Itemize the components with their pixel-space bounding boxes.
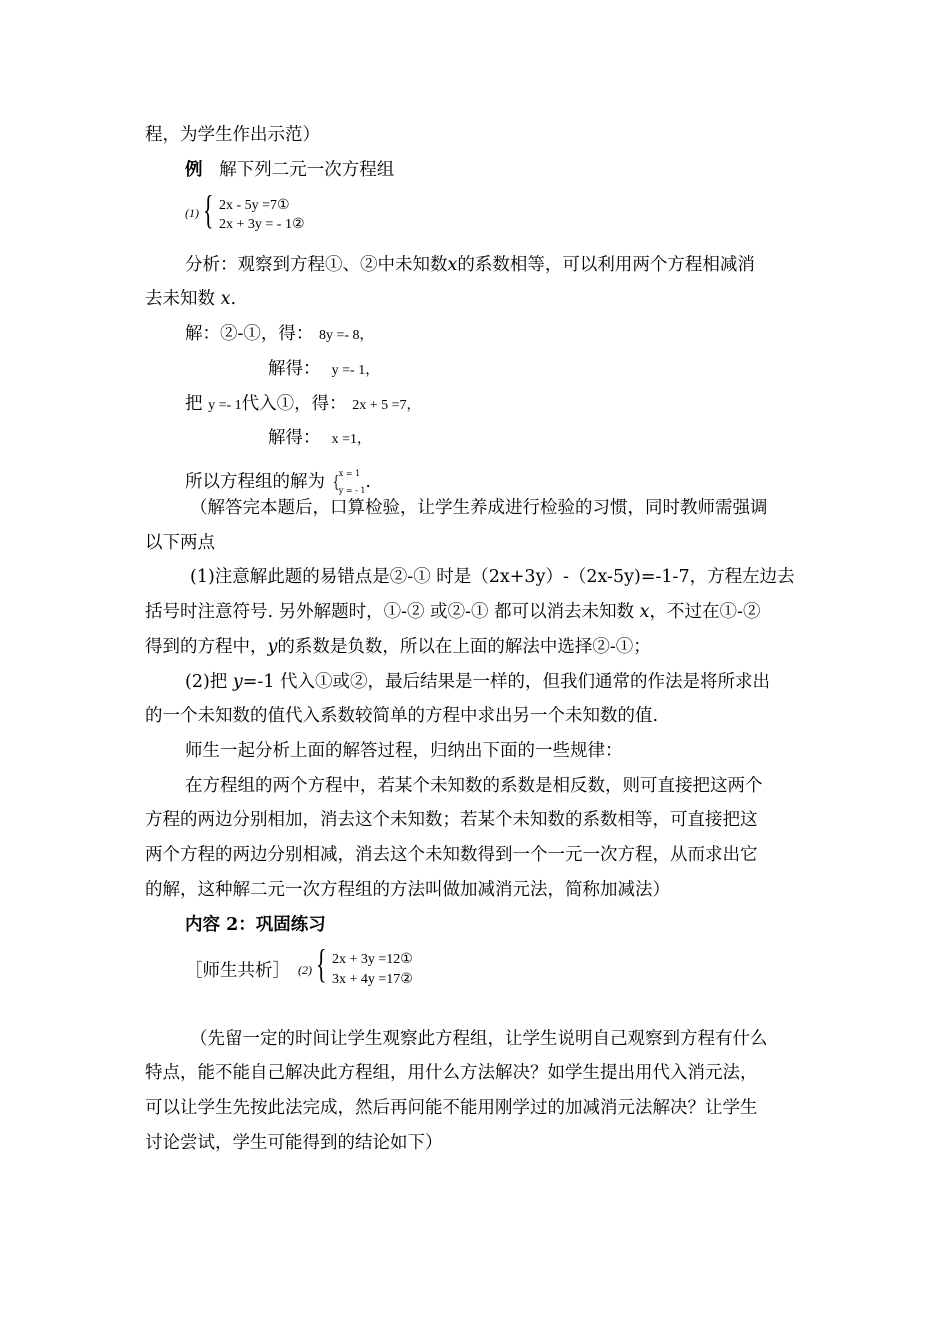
solution-step-3: 把 y =- 1代入①，得： 2x + 5 =7，	[185, 394, 421, 414]
rule-line-2: 方程的两边分别相加，消去这个未知数；若某个未知数的系数相等，可直接把这	[145, 810, 758, 830]
section-heading: 内容 2：巩固练习	[185, 915, 326, 935]
solution-step-4: 解得： x =1，	[268, 428, 372, 448]
equation-system-1	[185, 187, 345, 240]
text-line: 程，为学生作出示范）	[145, 125, 320, 145]
point-2-line-2: 的一个未知数的值代入系数较简单的方程中求出另一个未知数的值.	[145, 706, 659, 726]
brace: {	[332, 472, 340, 491]
solution-result: 所以方程组的解为 {x = 1 y = - 1.	[185, 468, 371, 495]
equation-2: 2x + 3y = - 1②	[219, 217, 305, 232]
equation-system-2	[298, 941, 458, 994]
solution-step-1: 解：②-①，得： 8y =- 8，	[185, 324, 374, 344]
analysis-line-1: 分析：观察到方程①、②中未知数x的系数相等，可以利用两个方程相减消	[185, 255, 755, 275]
point-1-line-2: 括号时注意符号. 另外解题时，①-② 或②-① 都可以消去未知数 x，不过在①-②	[145, 602, 761, 622]
equation-1: 2x + 3y =12①	[332, 952, 413, 967]
point-1-line-3: 得到的方程中，y的系数是负数，所以在上面的解法中选择②-①；	[145, 637, 651, 657]
paragraph-line-3: 可以让学生先按此法完成，然后再问能不能用刚学过的加减消元法解决？让学生	[145, 1098, 758, 1118]
note-line-1: （解答完本题后，口算检验，让学生养成进行检验的习惯，同时教师需强调	[190, 498, 768, 518]
analysis-line-2: 去未知数 x.	[145, 289, 237, 309]
paragraph-line-2: 特点，能不能自己解决此方程组，用什么方法解决？如学生提出用代入消元法，	[145, 1063, 758, 1083]
equation-2: 3x + 4y =17②	[332, 972, 413, 987]
system-label: (1)	[185, 206, 199, 220]
rule-line-1: 在方程组的两个方程中，若某个未知数的系数是相反数，则可直接把这两个	[185, 776, 763, 796]
example-heading	[185, 162, 394, 180]
rule-line-3: 两个方程的两边分别相减，消去这个未知数得到一个一元一次方程，从而求出它	[145, 845, 758, 865]
paragraph-line-1: （先留一定的时间让学生观察此方程组，让学生说明自己观察到方程有什么	[190, 1029, 768, 1049]
shisheng-label: ［师生共析］	[185, 961, 290, 981]
point-1-line-1: (1)注意解此题的易错点是②-① 时是（2x+3y）-（2x-5y)=-1-7，方程左边去	[190, 567, 795, 587]
paragraph-line-4: 讨论尝试，学生可能得到的结论如下）	[145, 1133, 443, 1153]
summary-intro: 师生一起分析上面的解答过程，归纳出下面的一些规律：	[185, 741, 623, 761]
example-label: 例	[185, 160, 203, 180]
brace: {	[203, 187, 214, 232]
example-title: 解下列二元一次方程组	[219, 160, 395, 180]
note-line-2: 以下两点	[145, 533, 215, 553]
point-2-line-1: (2)把 y=-1 代入①或②，最后结果是一样的，但我们通常的作法是将所求出	[185, 672, 771, 692]
result-x: x = 1	[338, 468, 361, 478]
system-label: (2)	[298, 963, 312, 977]
rule-line-4: 的解，这种解二元一次方程组的方法叫做加减消元法，简称加减法）	[145, 880, 670, 900]
equation-1: 2x - 5y =7①	[219, 198, 290, 213]
brace: {	[316, 941, 327, 986]
result-y: y = - 1	[338, 486, 366, 495]
solution-step-2: 解得： y =- 1，	[268, 359, 380, 379]
